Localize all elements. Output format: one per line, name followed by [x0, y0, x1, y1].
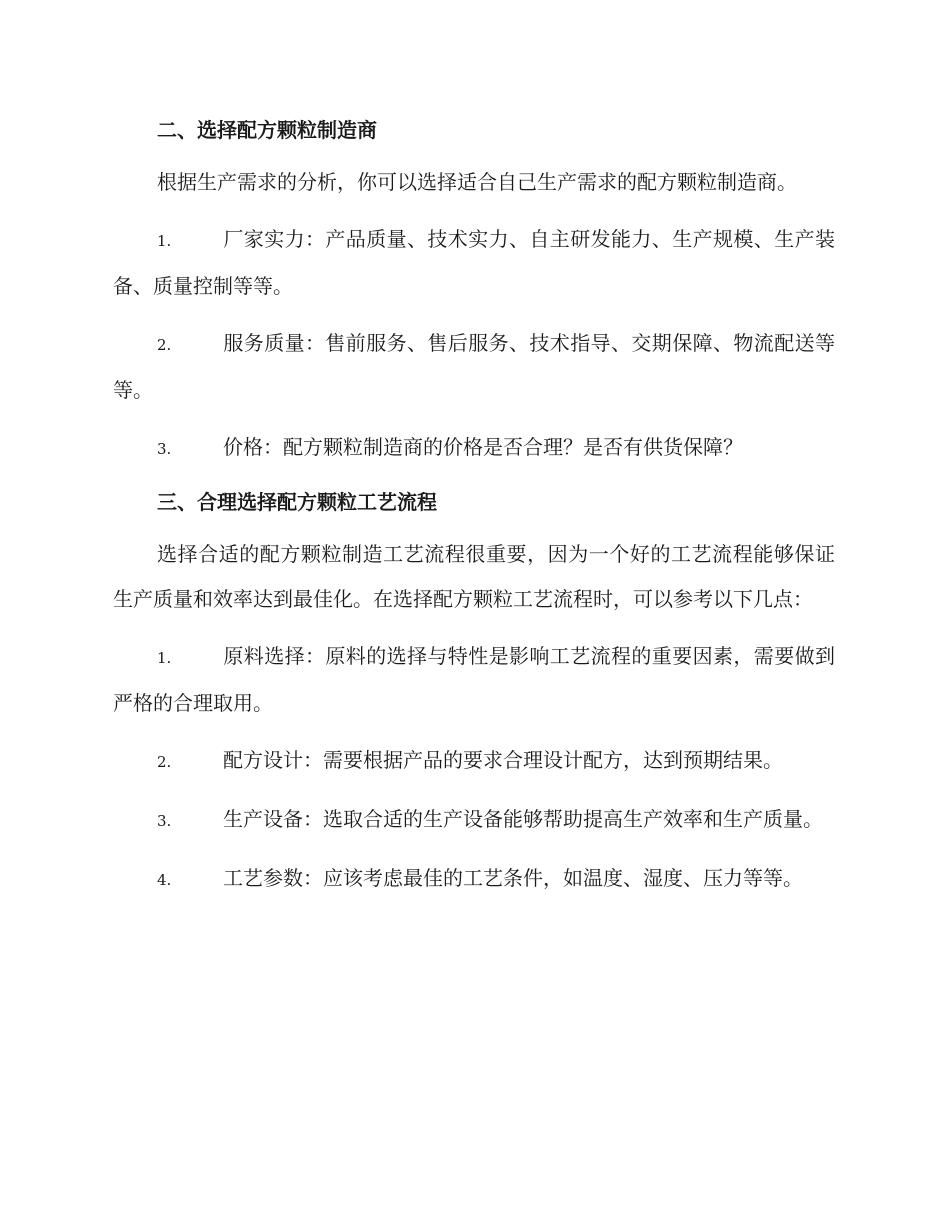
list-item: [113, 738, 835, 785]
list-item: [113, 797, 835, 844]
numbered-list: [113, 634, 835, 903]
list-number: 2.: [157, 753, 172, 771]
list-number: 3.: [157, 812, 172, 830]
list-item-text: 工艺参数：应该考虑最佳的工艺条件，如温度、湿度、压力等等。: [223, 866, 803, 890]
list-number: 4.: [157, 871, 172, 889]
list-number: 2.: [157, 336, 172, 354]
list-item-text: 配方设计：需要根据产品的要求合理设计配方，达到预期结果。: [223, 748, 783, 772]
list-number: 1.: [157, 232, 172, 250]
list-number: 1.: [157, 649, 172, 667]
section-intro: 根据生产需求的分析，你可以选择适合自己生产需求的配方颗粒制造商。: [157, 170, 797, 194]
list-item-text: 价格：配方颗粒制造商的价格是否合理？是否有供货保障？: [223, 435, 743, 459]
list-item: [113, 425, 835, 472]
section-intro: 选择合适的配方颗粒制造工艺流程很重要，因为一个好的工艺流程能够保证生产质量和效率达到最佳化。在选择配方颗粒工艺流程时，可以参考以下几点：: [113, 542, 835, 611]
list-item: [113, 217, 835, 309]
document-body: [113, 112, 835, 915]
numbered-list: [113, 217, 835, 472]
list-item-text: 原料选择：原料的选择与特性是影响工艺流程的重要因素，需要做到严格的合理取用。: [113, 644, 835, 715]
list-item: [113, 634, 835, 726]
list-number: 3.: [157, 440, 172, 458]
list-item: [113, 321, 835, 413]
list-item-text: 服务质量：售前服务、售后服务、技术指导、交期保障、物流配送等等。: [113, 331, 835, 402]
section-heading: 三、合理选择配方颗粒工艺流程: [157, 490, 437, 514]
section-heading: 二、选择配方颗粒制造商: [157, 118, 377, 142]
list-item-text: 厂家实力：产品质量、技术实力、自主研发能力、生产规模、生产装备、质量控制等等。: [113, 227, 835, 298]
list-item-text: 生产设备：选取合适的生产设备能够帮助提高生产效率和生产质量。: [223, 807, 823, 831]
list-item: [113, 856, 835, 903]
